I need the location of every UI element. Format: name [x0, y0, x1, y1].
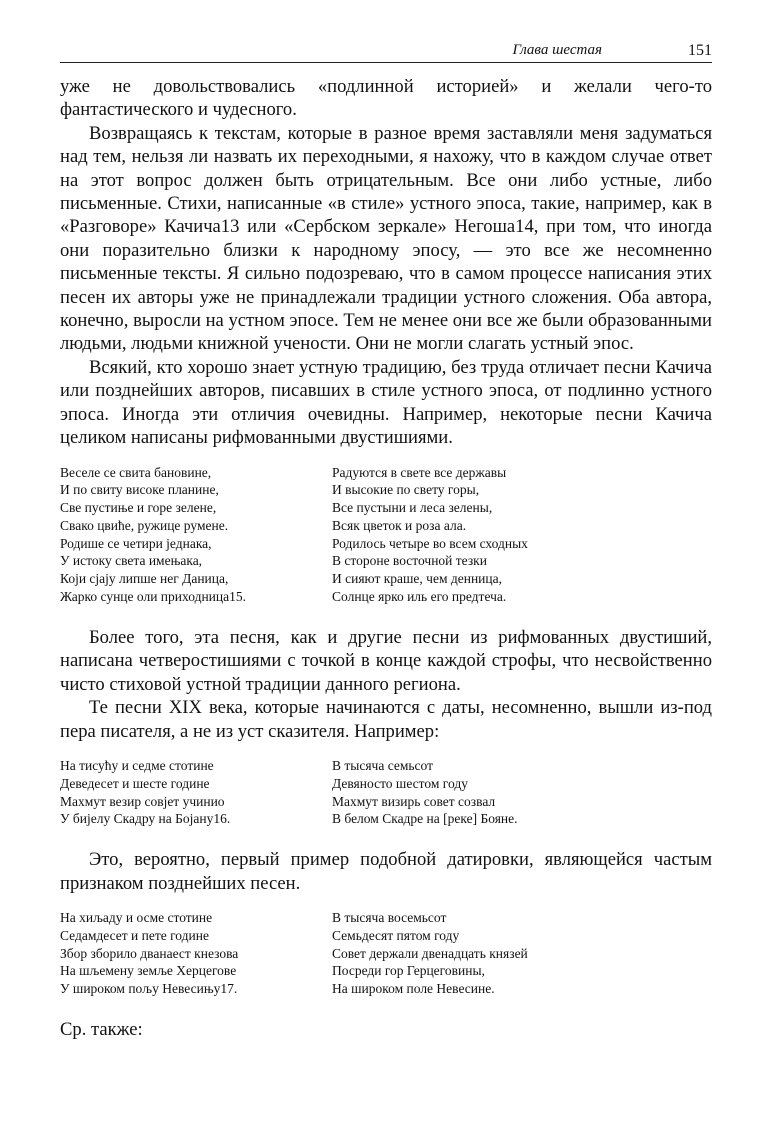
poem-1-original — [60, 464, 332, 606]
verse-line: И сияют краше, чем денница, — [332, 571, 502, 587]
paragraph: Возвращаясь к текстам, которые в разное время заставляли меня задуматься над тем, нельзя ли назвать их переходными, я нахожу, что в каждом случае ответ на этот вопрос должен быть отрицательным. Все они либо устные, либо письменные. Стихи, написанные «в стиле» устного эпоса, такие, например, как в «Разговоре» Качича13 или «Сербском зеркале» Негоша14, при том, что иногда они поразительно близки к народному эпосу, — это все же несомненно письменные тексты. Я сильно подозреваю, что в самом процессе написания этих песен их авторы уже не принадлежали традиции устного сложения. Оба автора, конечно, выросли на устном эпосе. Тем не менее они все же были образованными людьми, людьми книжной учености. Они не могли слагать устный эпос. — [60, 122, 712, 355]
verse-line: Всяк цветок и роза ала. — [332, 517, 467, 533]
verse-line: У широком пољу Невесињу17. — [60, 981, 238, 997]
verse-line: На шљемену земље Херцегове — [60, 963, 237, 979]
main-text — [60, 75, 712, 1041]
poem-2-original — [60, 757, 332, 828]
paragraph: Более того, эта песня, как и другие песни из рифмованных двустиший, написана четверостишиями с точкой в конце каждой строфы, что несвойственно чисто стиховой устной традиции данного региона. — [60, 626, 712, 695]
paragraph: Всякий, кто хорошо знает устную традицию, без труда отличает песни Качича или позднейших авторов, писавших в стиле устного эпоса, от подлинно устного эпоса. Иногда эти отличия очевидны. Например, некоторые песни Качича целиком написаны рифмованными двустишиями. — [60, 356, 712, 449]
running-header — [60, 40, 712, 63]
paragraph: Те песни XIX века, которые начинаются с даты, несомненно, вышли из-под пера писателя, а не из уст сказителя. Например: — [60, 697, 712, 742]
verse-line: Који сјају липше нег Даница, — [60, 571, 229, 587]
verse-line: И по свиту високе планине, — [60, 482, 219, 498]
verse-line: И высокие по свету горы, — [332, 482, 480, 498]
poem-3-translation — [332, 909, 712, 998]
verse-line: У бијелу Скадру на Бојану16. — [60, 811, 231, 827]
text-block-1 — [60, 75, 712, 450]
paragraph: уже не довольствовались «подлинной историей» и желали чего-то фантастического и чудесного. — [60, 76, 712, 121]
text-block-4 — [60, 1018, 712, 1041]
verse-line: Радуются в свете все державы — [332, 464, 507, 480]
verse-line: Махмут везир совјет учинио — [60, 793, 225, 809]
poem-3-original — [60, 909, 332, 998]
verse-line: Девяносто шестом году — [332, 775, 468, 791]
text-block-3 — [60, 848, 712, 895]
poem-3 — [60, 909, 712, 998]
poem-2-translation — [332, 757, 712, 828]
verse-line: Все пустыни и леса зелены, — [332, 500, 493, 516]
verse-line: Све пустиње и горе зелене, — [60, 500, 217, 516]
verse-line: Деведесет и шесте године — [60, 775, 210, 791]
poem-2 — [60, 757, 712, 828]
verse-line: На тисућу и седме стотине — [60, 757, 214, 773]
verse-line: У истоку света имењака, — [60, 553, 203, 569]
verse-line: В белом Скадре на [реке] Бояне. — [332, 811, 518, 827]
paragraph: Это, вероятно, первый пример подобной датировки, являющейся частым признаком позднейших песен. — [60, 849, 712, 894]
verse-line: В стороне восточной тезки — [332, 553, 487, 569]
verse-line: Семьдесят пятом году — [332, 927, 460, 943]
poem-1 — [60, 464, 712, 606]
verse-line: Совет держали двенадцать князей — [332, 945, 528, 961]
verse-line: Солнце ярко иль его предтеча. — [332, 589, 507, 605]
verse-line: На хиљаду и осме стотине — [60, 909, 213, 925]
verse-line: Свако цвиће, ружице румене. — [60, 517, 229, 533]
verse-line: Збор зборило дванаест кнезова — [60, 945, 239, 961]
verse-line: Седамдесет и пете године — [60, 927, 209, 943]
verse-line: Родише се четири једнака, — [60, 535, 212, 551]
verse-line: Жарко сунце оли приходница15. — [60, 589, 246, 605]
poem-1-translation — [332, 464, 712, 606]
verse-line: Посреди гор Герцеговины, — [332, 963, 485, 979]
verse-line: В тысяча восемьсот — [332, 909, 447, 925]
verse-line: Родилось четыре во всем сходных — [332, 535, 528, 551]
verse-line: Веселе се свита бановине, — [60, 464, 212, 480]
page — [60, 40, 712, 1041]
verse-line: Махмут визирь совет созвал — [332, 793, 496, 809]
paragraph: Ср. также: — [60, 1018, 143, 1040]
page-number: 151 — [688, 42, 712, 59]
text-block-2 — [60, 626, 712, 743]
chapter-title: Глава шестая — [512, 42, 602, 58]
verse-line: На широком поле Невесине. — [332, 981, 495, 997]
verse-line: В тысяча семьсот — [332, 757, 434, 773]
